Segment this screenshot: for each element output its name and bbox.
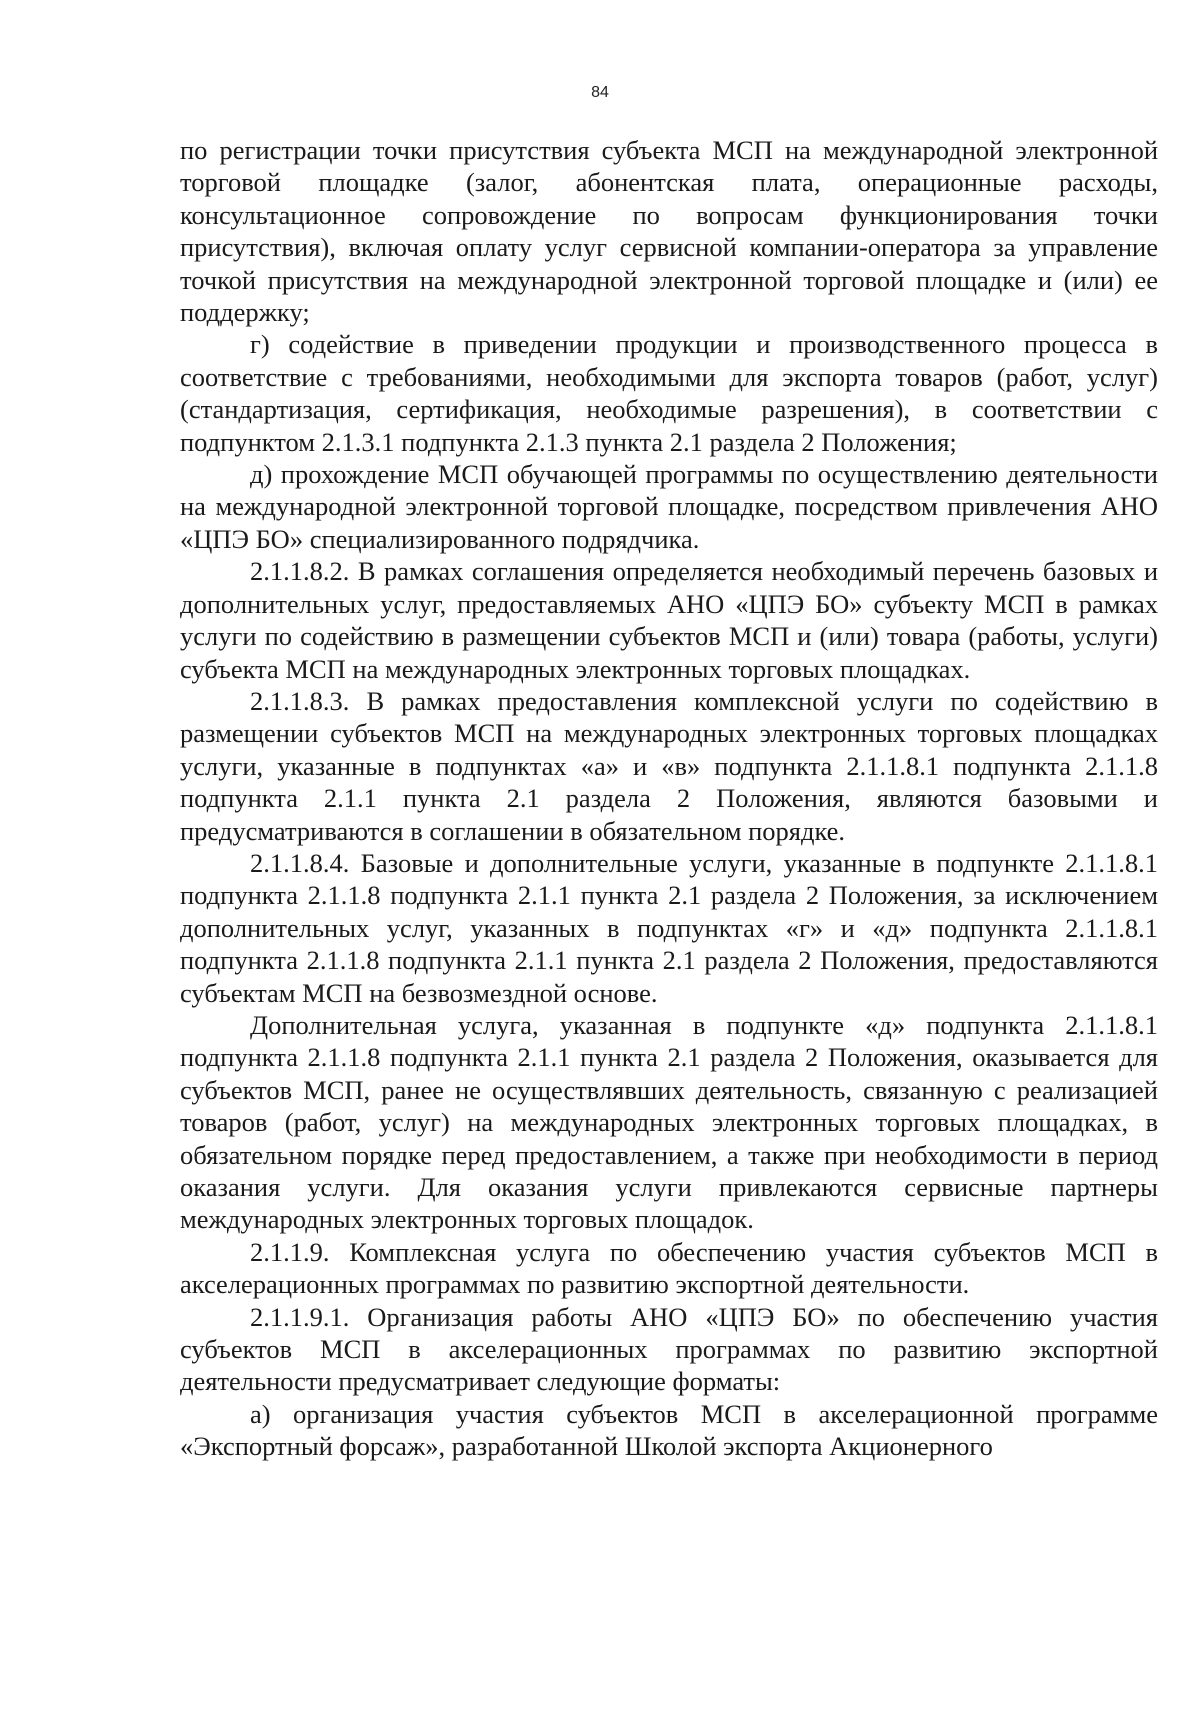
paragraph-2-1-1-8-2: 2.1.1.8.2. В рамках соглашения определяется необходимый перечень базовых и дополнительных услуг, предоставляемых АНО «ЦПЭ БО» субъекту МСП в рамках услуги по содействию в размещении субъектов МСП и (или) товара (работы, услуги) субъекта МСП на международных электронных торговых площадках. — [180, 556, 1158, 684]
paragraph-additional-service: Дополнительная услуга, указанная в подпункте «д» подпункта 2.1.1.8.1 подпункта 2.1.1.8 подпункта 2.1.1 пункта 2.1 раздела 2 Положения, оказывается для субъектов МСП, ранее не осуществлявших деятельность, связанную с реализацией товаров (работ, услуг) на международных электронных торговых площадках, в обязательном порядке перед предоставлением, а также при необходимости в период оказания услуги. Для оказания услуги привлекаются сервисные партнеры международных электронных торговых площадок. — [180, 1009, 1158, 1235]
paragraph-2-1-1-8-4: 2.1.1.8.4. Базовые и дополнительные услуги, указанные в подпункте 2.1.1.8.1 подпункта 2.1.1.8 подпункта 2.1.1 пункта 2.1 раздела 2 Положения, за исключением дополнительных услуг, указанных в подпунктах «г» и «д» подпункта 2.1.1.8.1 подпункта 2.1.1.8 подпункта 2.1.1 пункта 2.1 раздела 2 Положения, предоставляются субъектам МСП на безвозмездной основе. — [180, 847, 1158, 1008]
paragraph-item-d: д) прохождение МСП обучающей программы по осуществлению деятельности на международной электронной торговой площадке, посредством привлечения АНО «ЦПЭ БО» специализированного подрядчика. — [180, 459, 1158, 554]
paragraph-2-1-1-8-3: 2.1.1.8.3. В рамках предоставления комплексной услуги по содействию в размещении субъектов МСП на международных электронных торговых площадках услуги, указанные в подпунктах «а» и «в» подпункта 2.1.1.8.1 подпункта 2.1.1.8 подпункта 2.1.1 пункта 2.1 раздела 2 Положения, являются базовыми и предусматриваются в соглашении в обязательном порядке. — [180, 685, 1158, 846]
document-body — [180, 134, 1158, 1463]
paragraph-continuation: по регистрации точки присутствия субъекта МСП на международной электронной торговой площадке (залог, абонентская плата, операционные расходы, консультационное сопровождение по вопросам функционирования точки присутствия), включая оплату услуг сервисной компании-оператора за управление точкой присутствия на международной электронной торговой площадке и (или) ее поддержку; — [180, 135, 1158, 328]
paragraph-2-1-1-9-1: 2.1.1.9.1. Организация работы АНО «ЦПЭ БО» по обеспечению участия субъектов МСП в акселерационных программах по развитию экспортной деятельности предусматривает следующие форматы: — [180, 1301, 1158, 1397]
paragraph-item-g: г) содействие в приведении продукции и производственного процесса в соответствие с требованиями, необходимыми для экспорта товаров (работ, услуг) (стандартизация, сертификация, необходимые разрешения), в соответствии с подпунктом 2.1.3.1 подпункта 2.1.3 пункта 2.1 раздела 2 Положения; — [180, 329, 1158, 457]
page-number: 84 — [591, 84, 609, 101]
paragraph-2-1-1-9: 2.1.1.9. Комплексная услуга по обеспечению участия субъектов МСП в акселерационных программах по развитию экспортной деятельности. — [180, 1236, 1158, 1300]
paragraph-item-a: а) организация участия субъектов МСП в акселерационной программе «Экспортный форсаж», разработанной Школой экспорта Акционерного — [180, 1398, 1158, 1462]
